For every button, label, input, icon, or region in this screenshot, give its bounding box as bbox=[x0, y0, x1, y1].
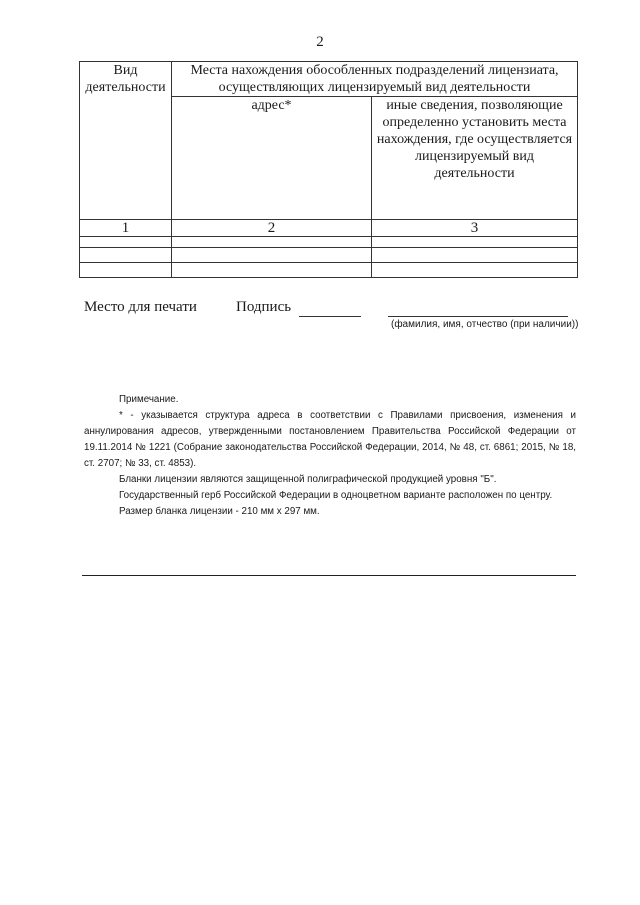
table-row bbox=[80, 237, 578, 248]
note-license-forms: Бланки лицензии являются защищенной полиграфической продукцией уровня "Б". bbox=[119, 474, 497, 485]
table-cell bbox=[172, 237, 372, 248]
page-number: 2 bbox=[316, 34, 324, 50]
table-cell bbox=[372, 237, 578, 248]
name-line bbox=[388, 316, 568, 317]
full-name-caption: (фамилия, имя, отчество (при наличии)) bbox=[391, 319, 579, 330]
table-cell bbox=[80, 263, 172, 278]
note-coat-of-arms: Государственный герб Российской Федерации в одноцветном варианте расположен по центру. bbox=[119, 490, 553, 501]
signature-label: Подпись bbox=[236, 299, 292, 315]
notes-title: Примечание. bbox=[119, 394, 179, 405]
note-address-structure: * - указывается структура адреса в соответствии с Правилами присвоения, изменения и аннулирования адресов, утвержденными постановлением Правительства Российской Федерации от 19.11.2014 № 1221 (Собрание законодательства Российской Федерации, 2014, № 48, ст. 6861; 2015, № 18, ст. 2707; № 33, ст. 4853). bbox=[84, 410, 576, 469]
table-cell bbox=[172, 263, 372, 278]
column-number-3: 3 bbox=[372, 220, 578, 237]
column-number-2: 2 bbox=[172, 220, 372, 237]
table-cell bbox=[372, 263, 578, 278]
bottom-divider bbox=[82, 575, 576, 576]
seal-place-label: Место для печати bbox=[84, 299, 197, 315]
table-cell bbox=[372, 248, 578, 263]
activity-type-header: Вид деятельности bbox=[80, 62, 172, 220]
table-row bbox=[80, 248, 578, 263]
table-row bbox=[80, 263, 578, 278]
table-cell bbox=[80, 237, 172, 248]
signature-line bbox=[299, 316, 361, 317]
column-number-1: 1 bbox=[80, 220, 172, 237]
table-cell bbox=[172, 248, 372, 263]
note-form-size: Размер бланка лицензии - 210 мм х 297 мм. bbox=[119, 506, 320, 517]
other-info-header: иные сведения, позволяющие определенно установить места нахождения, где осуществляется лицензируемый вид деятельности bbox=[372, 97, 578, 220]
address-header: адрес* bbox=[172, 97, 372, 220]
license-table bbox=[79, 61, 578, 278]
notes-section bbox=[84, 392, 576, 520]
table-cell bbox=[80, 248, 172, 263]
locations-header: Места нахождения обособленных подразделений лицензиата, осуществляющих лицензируемый вид деятельности bbox=[172, 62, 578, 97]
